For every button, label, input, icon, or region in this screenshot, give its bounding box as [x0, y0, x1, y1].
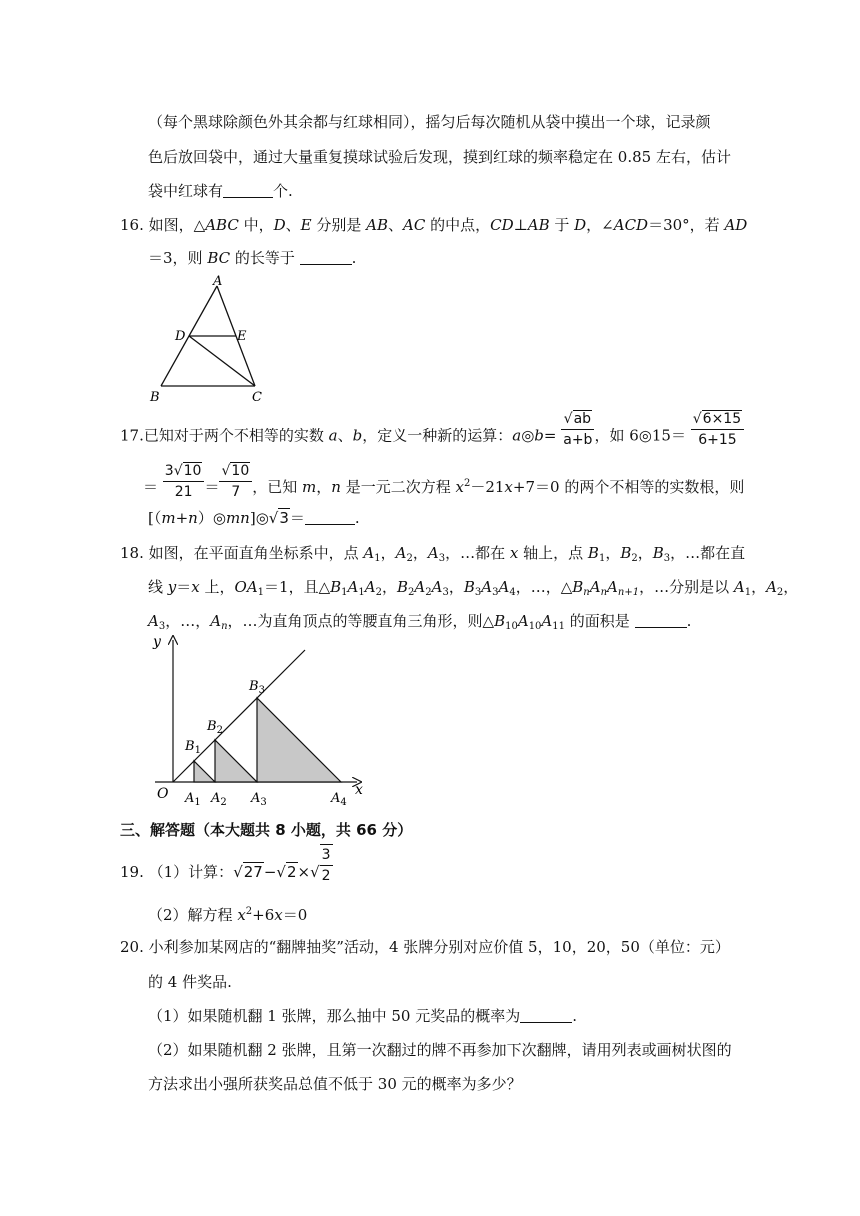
answer-blank [520, 1008, 572, 1023]
fraction-example: $\frac{√6\times 15}{6+15}$ [691, 409, 744, 450]
label-d: D [175, 329, 186, 344]
label-b2: $B_2$ [207, 719, 223, 736]
fraction-result-2: $\frac{√10}{7}$ [219, 461, 252, 502]
q15-line-3: 袋中红球有 个. [148, 182, 293, 200]
label-a3: $A_3$ [251, 791, 267, 807]
label-a1: $A_1$ [185, 791, 201, 807]
q20-line-2: 的 4 件奖品. [148, 973, 232, 991]
q20-part-1: （1）如果随机翻 1 张牌，那么抽中 50 元奖品的概率为 . [148, 1007, 578, 1025]
q20-line-1: 20. 小利参加某网店的“翻牌抽奖”活动，4 张牌分别对应价值 5，10，20，50（单位：元） [120, 938, 730, 956]
q15-line-2: 色后放回袋中，通过大量重复摸球试验后发现，摸到红球的频率稳定在 0.85 左右，估计 [148, 148, 731, 166]
q15-line-1: （每个黑球除颜色外其余都与红球相同），摇匀后每次随机从袋中摸出一个球，记录颜 [148, 113, 711, 131]
answer-blank [305, 510, 355, 525]
label-b: B [150, 390, 160, 404]
q18-coordinate-figure [145, 632, 380, 807]
label-b1: $B_1$ [185, 739, 201, 756]
label-a: A [213, 274, 223, 289]
q18-line-3: $A_3$，…，$A_n$，…为直角顶点的等腰直角三角形，则$\triangle B_{10}A_{10}A_{11}$ 的面积是 . [148, 612, 692, 632]
section-heading: 三、解答题（本大题共 8 小题，共 66 分） [120, 821, 413, 839]
q17-line-2: ＝ $\frac{3√10}{21}$ ＝ $\frac{√10}{7}$ ，已知 m，n 是一元二次方程 $x^2-21x+7=0$ 的两个不相等的实数根，则 [143, 462, 745, 500]
answer-blank [300, 250, 352, 265]
q17-line-1: 17.已知对于两个不相等的实数 a、b，定义一种新的运算：a◎b= $\frac{√ab}{a+b}$ ，如 6◎15＝ $\frac{√6\times 15}{6+15}$ [120, 423, 744, 450]
q19-line-2: （2）解方程 $x^2+6x=0$ [148, 906, 308, 924]
fraction-definition: $\frac{√ab}{a+b}$ [563, 411, 593, 448]
q18-line-2: 线 y＝x 上，$OA_1=1$，且$\triangle B_1A_1A_2$，$B_2A_2A_3$，$B_3A_3A_4$，…，$\triangle B_nA_nA_{n+1}$，…分别是以 $A_1$，$A_2$， [148, 578, 799, 598]
label-a2: $A_2$ [211, 791, 227, 807]
q16-line-1: 16. 如图，△ABC 中，D、E 分别是 AB、AC 的中点，CD⊥AB 于 D，∠ACD＝30°，若 AD [120, 216, 748, 234]
label-c: C [252, 390, 262, 404]
answer-blank [635, 613, 687, 628]
q16-triangle-figure [145, 274, 270, 404]
fraction-radical: $\frac{3}{2}$ [320, 844, 333, 886]
origin-label: O [157, 786, 169, 802]
q16-line-2: ＝3，则 BC 的长等于 . [148, 249, 357, 267]
q20-part-2-line-1: （2）如果随机翻 2 张牌，且第一次翻过的牌不再参加下次翻牌，请用列表或画树状图的 [148, 1041, 732, 1059]
q18-line-1: 18. 如图，在平面直角坐标系中，点 $A_1$，$A_2$，$A_3$，…都在 x 轴上，点 $B_1$，$B_2$，$B_3$，…都在直 [120, 544, 746, 564]
q17-line-3: [（m+n）◎mn]◎√3＝ . [148, 509, 360, 527]
axis-y-label: y [153, 634, 161, 650]
answer-blank [223, 183, 273, 198]
fraction-result-1: $\frac{3√10}{21}$ [163, 461, 205, 502]
label-e: E [237, 329, 247, 344]
axis-x-label: x [355, 782, 363, 798]
label-a4: $A_4$ [331, 791, 347, 807]
q20-part-2-line-2: 方法求出小强所获奖品总值不低于 30 元的概率为多少？ [148, 1075, 522, 1093]
q19-line-1: 19. （1）计算：√27−√2×√ $\frac{3}{2}$ [120, 860, 333, 886]
label-b3: $B_3$ [249, 679, 265, 696]
